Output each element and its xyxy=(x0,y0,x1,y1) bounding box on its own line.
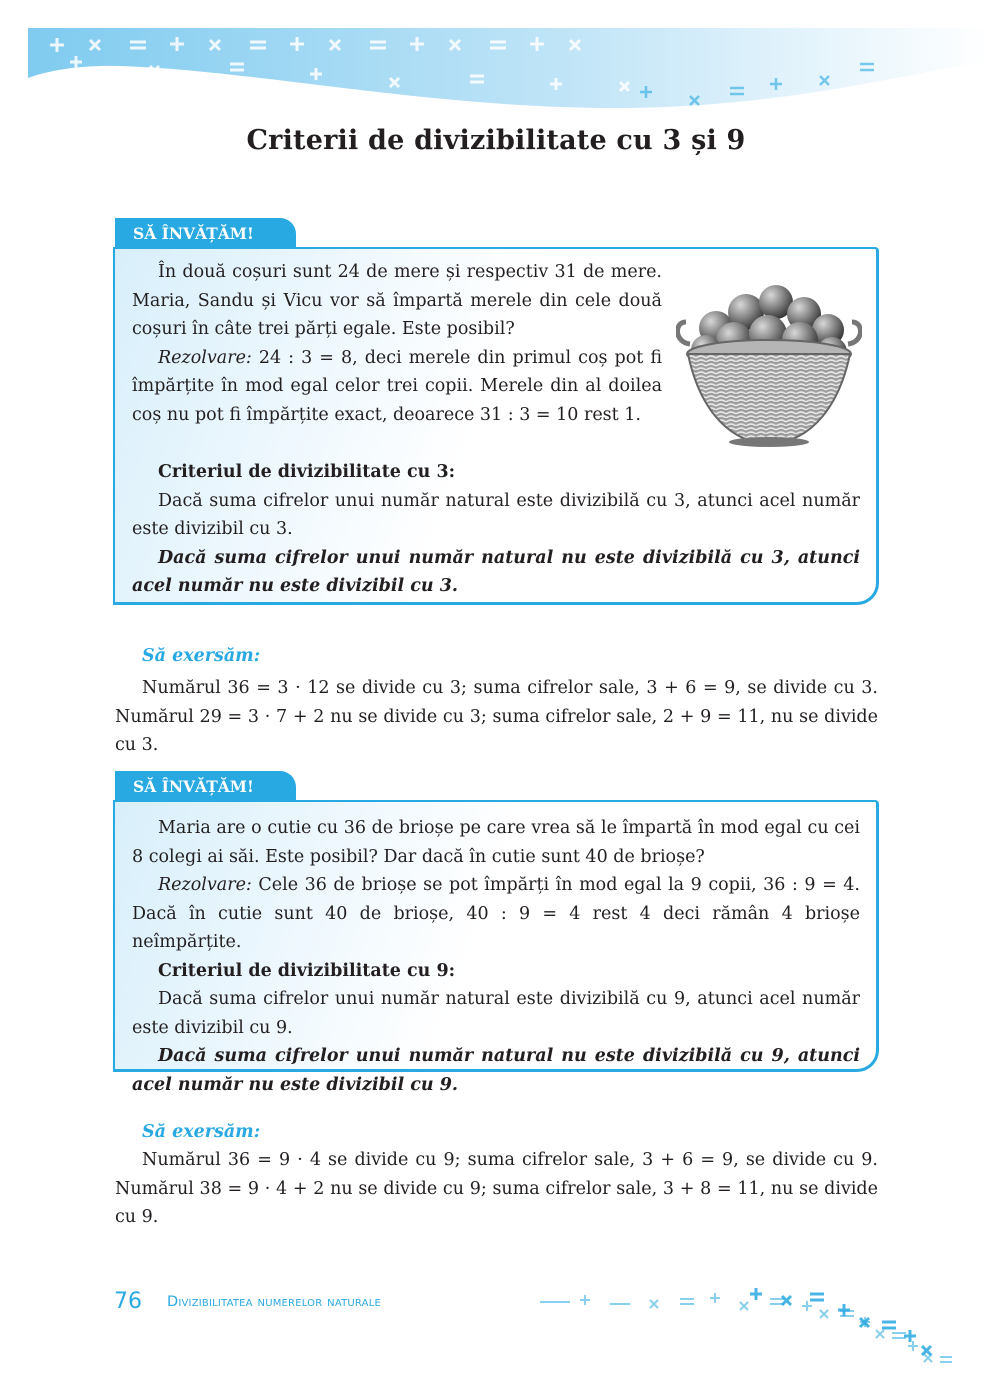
criterion-text-2: Dacă suma cifrelor unui număr natural este divizibilă cu 9, atunci acel număr este divizibil cu 9. xyxy=(132,989,860,1038)
learn-text-1 xyxy=(132,258,662,429)
solution-label-1: Rezolvare: xyxy=(158,347,252,368)
criterion-negation-2: Dacă suma cifrelor unui număr natural nu este divizibilă cu 9, atunci acel număr nu este divizibil cu 9. xyxy=(132,1046,860,1095)
learn-text-2 xyxy=(132,814,860,1099)
learn-tab-2: SĂ ÎNVĂȚĂM! xyxy=(115,771,296,803)
problem-text-1: În două coșuri sunt 24 de mere și respectiv 31 de mere. Maria, Sandu și Vicu vor să împartă merele din cele două coșuri în câte trei părți egale. Este posibil? xyxy=(132,262,662,339)
criterion-title-2: Criteriul de divizibilitate cu 9: xyxy=(158,960,456,981)
exercise-paragraph-2: Numărul 36 = 9 · 4 se divide cu 9; suma cifrelor sale, 3 + 6 = 9, se divide cu 9. Numărul 38 = 9 · 4 + 2 nu se divide cu 9; suma cifrelor sale, 3 + 8 = 11, nu se divide cu 9. xyxy=(115,1150,878,1227)
solution-label-2: Rezolvare: xyxy=(158,875,252,895)
page-title: Criterii de divizibilitate cu 3 și 9 xyxy=(246,125,746,156)
criterion-text-1: Dacă suma cifrelor unui număr natural este divizibilă cu 3, atunci acel număr este divizibil cu 3. xyxy=(132,490,860,539)
exercise-heading-1: Să exersăm: xyxy=(142,646,261,666)
criterion-block-1 xyxy=(132,458,860,601)
solution-paragraph-2 xyxy=(132,871,860,957)
solution-text-1: 24 : 3 = 8, deci merele din primul coș pot fi împărțite în mod egal celor trei copii. Merele din al doilea coș nu pot fi împărțite exact, deoarece 31 : 3 = 10 rest 1. xyxy=(132,347,662,425)
page-number: 76 xyxy=(114,1289,142,1314)
header-decoration xyxy=(0,0,992,130)
learn-tab-1: SĂ ÎNVĂȚĂM! xyxy=(115,218,296,250)
apple-basket-image xyxy=(676,282,862,452)
exercise-heading-2: Să exersăm: xyxy=(142,1122,261,1142)
solution-text-2: Cele 36 de brioșe se pot împărți în mod egal la 9 copii, 36 : 9 = 4. Dacă în cutie sunt 40 de brioșe, 40 : 9 = 4 rest 4 deci rămân 4 brioșe neîmpărțite. xyxy=(132,875,860,952)
exercise-text-2 xyxy=(115,1146,878,1232)
criterion-negation-1: Dacă suma cifrelor unui număr natural nu este divizibilă cu 3, atunci acel număr nu este divizibil cu 3. xyxy=(132,547,860,596)
footer-decoration xyxy=(520,1270,992,1389)
criterion-title-1: Criteriul de divizibilitate cu 3: xyxy=(158,462,456,482)
exercise-text-1 xyxy=(115,674,878,760)
exercise-paragraph-1: Numărul 36 = 3 · 12 se divide cu 3; suma cifrelor sale, 3 + 6 = 9, se divide cu 3. Numărul 29 = 3 · 7 + 2 nu se divide cu 3; suma cifrelor sale, 2 + 9 = 11, nu se divide cu 3. xyxy=(115,678,878,755)
chapter-name: Divizibilitatea numerelor naturale xyxy=(167,1294,382,1310)
solution-paragraph-1 xyxy=(132,344,662,430)
problem-text-2: Maria are o cutie cu 36 de brioșe pe care vrea să le împartă în mod egal cu cei 8 colegi ai săi. Este posibil? Dar dacă în cutie sunt 40 de brioșe? xyxy=(132,818,860,867)
